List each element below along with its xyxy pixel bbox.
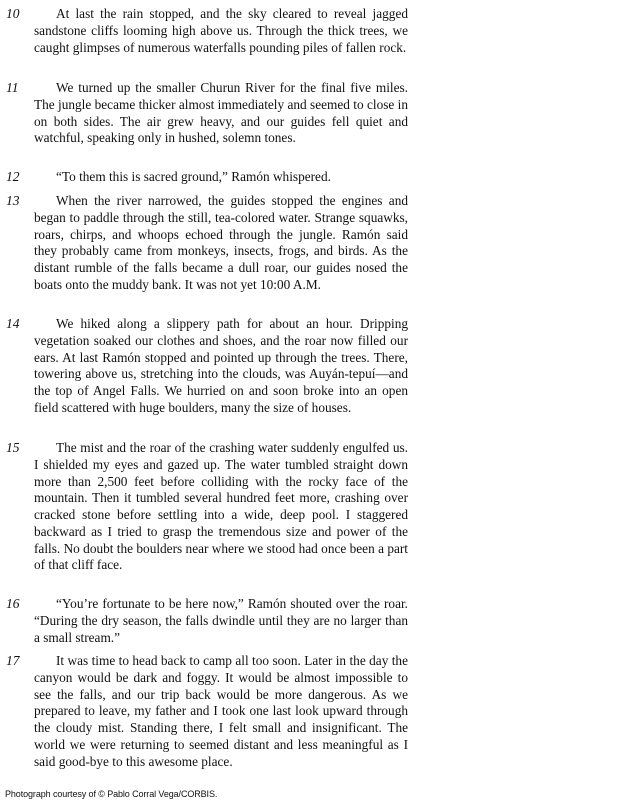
- paragraph-11: [6, 80, 410, 147]
- paragraph-number: 13: [6, 193, 20, 208]
- paragraph-15: [6, 440, 410, 574]
- paragraph-number: 14: [6, 316, 20, 331]
- paragraph-12: [6, 169, 410, 186]
- paragraph-number: 16: [6, 596, 20, 611]
- paragraph-14: [6, 316, 410, 417]
- paragraph-text: The mist and the roar of the crashing water suddenly engulfed us. I shielded my eyes and gazed up. The water tumbled straight down more than 2,500 feet before colliding with the rocky face of the mountain. Then it tumbled several hundred feet more, crashing over cracked stone before settling into a wide, deep pool. I staggered backward as I tried to grasp the tremendous size and power of the falls. No doubt the boulders near where we stood had once been a part of that cliff face.: [34, 440, 408, 573]
- paragraph-number: 17: [6, 653, 20, 668]
- paragraph-text: We hiked along a slippery path for about an hour. Dripping vegetation soaked our clothes and shoes, and the roar now filled our ears. At last Ramón stopped and pointed up through the trees. There, towering above us, stretching into the clouds, was Auyán-tepuí—and the top of Angel Falls. We hurried on and soon broke into an open field scattered with huge boulders, many the size of houses.: [34, 316, 408, 415]
- paragraph-17: [6, 653, 410, 770]
- paragraph-text: At last the rain stopped, and the sky cleared to reveal jagged sandstone cliffs looming high above us. Through the thick trees, we caught glimpses of numerous waterfalls pounding piles of fallen rock.: [34, 6, 408, 55]
- paragraph-number: 12: [6, 169, 20, 184]
- paragraph-text: “You’re fortunate to be here now,” Ramón shouted over the roar. “During the dry season, the falls dwindle until they are no larger than a small stream.”: [34, 596, 408, 645]
- paragraph-13: [6, 193, 410, 294]
- paragraph-number: 15: [6, 440, 20, 455]
- paragraph-number: 11: [6, 80, 19, 95]
- paragraph-16: [6, 596, 410, 646]
- paragraph-number: 10: [6, 6, 20, 21]
- photo-credit: Photograph courtesy of © Pablo Corral Vega/CORBIS.: [5, 789, 218, 799]
- paragraph-text: We turned up the smaller Churun River for the final five miles. The jungle became thicker almost immediately and seemed to close in on both sides. The air grew heavy, and our guides fell quiet and watchful, speaking only in hushed, solemn tones.: [34, 80, 408, 146]
- paragraph-10: [6, 6, 410, 56]
- paragraph-text: When the river narrowed, the guides stopped the engines and began to paddle through the still, tea-colored water. Strange squawks, roars, chirps, and whoops echoed through the jungle. Ramón said they probably came from monkeys, insects, frogs, and birds. As the distant rumble of the falls became a dull roar, our guides nosed the boats onto the muddy bank. It was not yet 10:00 A.M.: [34, 193, 408, 292]
- paragraph-text: It was time to head back to camp all too soon. Later in the day the canyon would be dark and foggy. It would be almost impossible to see the falls, and our trip back would be more dangerous. As we prepared to leave, my father and I took one last look upward through the cloudy mist. Standing there, I felt small and insignificant. The world we were returning to seemed distant and less meaningful as I said good-bye to this awesome place.: [34, 653, 408, 769]
- paragraph-text: “To them this is sacred ground,” Ramón whispered.: [56, 169, 331, 184]
